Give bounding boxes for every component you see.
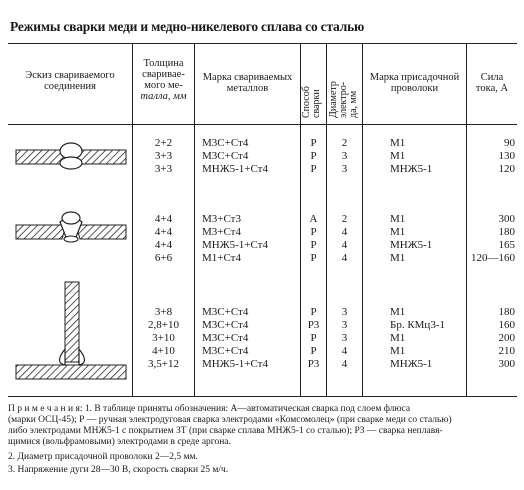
cell-current: 180 xyxy=(498,306,515,318)
v-groove-joint-sketch xyxy=(16,212,126,242)
table-top-rule xyxy=(8,43,517,44)
cell-current: 300 xyxy=(498,358,515,370)
cell-filler: М1 xyxy=(390,150,406,162)
header-diameter xyxy=(329,81,359,118)
header-method-line: Способ xyxy=(301,86,312,118)
cell-current: 300 xyxy=(498,213,515,225)
header-diameter-line: да, мм xyxy=(348,90,359,118)
cell-method: Р xyxy=(310,345,317,357)
cell-filler: М1 xyxy=(390,137,406,149)
cell-diameter: 3 xyxy=(341,332,348,344)
cell-diameter: 3 xyxy=(341,306,348,318)
cell-diameter: 4 xyxy=(341,252,348,264)
header-grade-line: металлов xyxy=(226,83,269,94)
note-line: щимися (вольфрамовыми) электродами в среде аргона. xyxy=(8,437,231,447)
cell-filler: М1 xyxy=(390,306,406,318)
cell-current: 90 xyxy=(504,137,515,149)
cell-method: Р xyxy=(310,137,317,149)
cell-diameter: 4 xyxy=(341,226,348,238)
cell-method: Р xyxy=(310,252,317,264)
cell-grade: М3С+Ст4 xyxy=(202,345,249,357)
cell-filler: М1 xyxy=(390,213,406,225)
cell-diameter: 2 xyxy=(341,213,348,225)
cell-grade: М3+Ст3 xyxy=(202,213,241,225)
cell-grade: М3С+Ст4 xyxy=(202,332,249,344)
cell-method: Р xyxy=(310,150,317,162)
cell-thickness: 2+2 xyxy=(154,137,173,149)
cell-thickness: 3+8 xyxy=(154,306,173,318)
cell-thickness: 3+3 xyxy=(154,150,173,162)
cell-filler: Бр. КМц3-1 xyxy=(390,319,445,331)
cell-thickness: 3+3 xyxy=(154,163,173,175)
joint-sketches xyxy=(10,125,132,395)
header-filler-line: проволоки xyxy=(390,83,439,94)
cell-current: 180 xyxy=(498,226,515,238)
header-thickness-line: талла, мм xyxy=(140,91,187,102)
cell-diameter: 3 xyxy=(341,319,348,331)
cell-filler: МНЖ5-1 xyxy=(390,358,433,370)
table-bottom-rule xyxy=(8,396,517,397)
header-current-line: Сила xyxy=(480,72,504,83)
cell-grade: М3+Ст4 xyxy=(202,226,241,238)
header-thickness-line: Толщина xyxy=(143,58,184,69)
header-sketch xyxy=(10,70,130,92)
cell-method: Р xyxy=(310,163,317,175)
cell-filler: М1 xyxy=(390,345,406,357)
cell-diameter: 4 xyxy=(341,239,348,251)
cell-thickness: 4+4 xyxy=(154,239,173,251)
cell-thickness: 4+4 xyxy=(154,226,173,238)
header-sketch-line: Эскиз свариваемого xyxy=(25,70,115,81)
cell-grade: М1+Ст4 xyxy=(202,252,241,264)
cell-grade: М3С+Ст4 xyxy=(202,306,249,318)
column-divider xyxy=(362,43,363,396)
header-diameter-line: электро- xyxy=(338,81,349,118)
cell-grade: МНЖ5-1+Ст4 xyxy=(202,358,268,370)
cell-filler: М1 xyxy=(390,252,406,264)
cell-filler: М1 xyxy=(390,332,406,344)
header-sketch-line: соединения xyxy=(44,81,96,92)
cell-current: 120—160 xyxy=(471,252,515,264)
cell-thickness: 3,5+12 xyxy=(148,358,179,370)
header-current-line: тока, А xyxy=(475,83,509,94)
t-joint-sketch xyxy=(16,282,126,379)
header-thickness-line: мого ме- xyxy=(144,80,183,91)
cell-diameter: 4 xyxy=(341,345,348,357)
cell-diameter: 3 xyxy=(341,150,348,162)
page-title: Режимы сварки меди и медно-никелевого сплава со сталью xyxy=(10,19,365,34)
cell-current: 210 xyxy=(498,345,515,357)
header-current xyxy=(467,72,517,94)
cell-current: 120 xyxy=(498,163,515,175)
butt-joint-sketch xyxy=(16,143,126,169)
cell-method: Р3 xyxy=(307,319,320,331)
header-thickness xyxy=(133,58,194,102)
cell-thickness: 2,8+10 xyxy=(148,319,179,331)
cell-filler: М1 xyxy=(390,226,406,238)
cell-current: 130 xyxy=(498,150,515,162)
header-diameter-line: Диаметр xyxy=(328,81,339,118)
cell-thickness: 3+10 xyxy=(152,332,175,344)
header-method xyxy=(302,86,322,118)
header-thickness-line: сваривае- xyxy=(142,69,185,80)
cell-current: 160 xyxy=(498,319,515,331)
note-line: либо электродами МНЖ5-1 с покрытием ЗТ (при сварке сплава МНЖ5-1 со сталью); Р3 — сварка неплавя- xyxy=(8,426,443,436)
cell-filler: МНЖ5-1 xyxy=(390,239,433,251)
note-line: 3. Напряжение дуги 28—30 В, скорость сварки 25 м/ч. xyxy=(8,465,229,475)
cell-filler: МНЖ5-1 xyxy=(390,163,433,175)
note-line: (марки ОСЦ-45); Р — ручная электродуговая сварка электродами «Комсомолец» (при сварке меди со сталью) xyxy=(8,415,452,425)
cell-grade: МНЖ5-1+Ст4 xyxy=(202,239,268,251)
cell-grade: М3С+Ст4 xyxy=(202,150,249,162)
note-line: П р и м е ч а н и я: 1. В таблице приняты обозначения: А—автоматическая сварка под слоем флюса xyxy=(8,404,411,414)
cell-thickness: 4+4 xyxy=(154,213,173,225)
cell-method: Р xyxy=(310,226,317,238)
cell-current: 165 xyxy=(498,239,515,251)
cell-diameter: 4 xyxy=(341,358,348,370)
cell-method: А xyxy=(309,213,318,225)
cell-grade: М3С+Ст4 xyxy=(202,319,249,331)
column-divider xyxy=(194,43,195,396)
cell-thickness: 4+10 xyxy=(152,345,175,357)
header-filler-line: Марка присадочной xyxy=(369,72,460,83)
cell-method: Р xyxy=(310,332,317,344)
cell-method: Р3 xyxy=(307,358,320,370)
cell-current: 200 xyxy=(498,332,515,344)
header-grade-line: Марка свариваемых xyxy=(202,72,293,83)
note-line: 2. Диаметр присадочной проволоки 2—2,5 мм. xyxy=(8,452,198,462)
cell-grade: МНЖ5-1+Ст4 xyxy=(202,163,268,175)
header-method-line: сварки xyxy=(311,89,322,118)
header-filler xyxy=(363,72,466,94)
cell-diameter: 3 xyxy=(341,163,348,175)
cell-method: Р xyxy=(310,239,317,251)
header-grade xyxy=(195,72,300,94)
cell-grade: М3С+Ст4 xyxy=(202,137,249,149)
cell-method: Р xyxy=(310,306,317,318)
cell-diameter: 2 xyxy=(341,137,348,149)
cell-thickness: 6+6 xyxy=(154,252,173,264)
